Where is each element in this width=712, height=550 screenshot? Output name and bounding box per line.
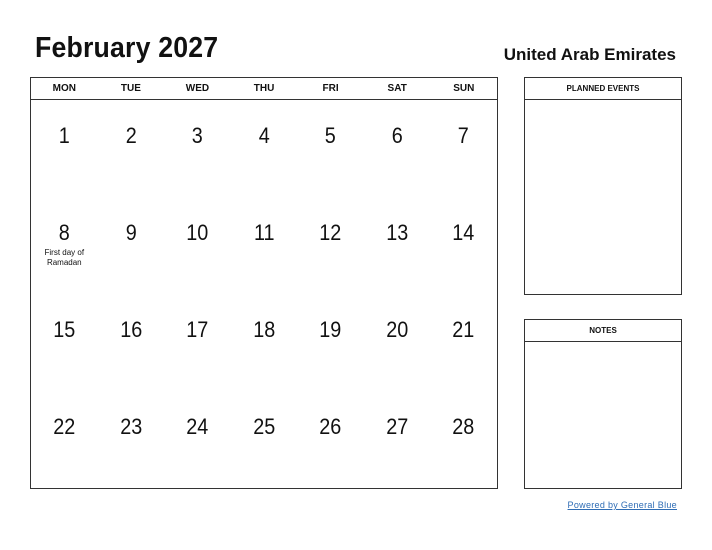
day-number: 18 xyxy=(253,317,276,342)
day-number: 13 xyxy=(386,220,409,245)
page-title: February 2027 xyxy=(35,32,219,64)
day-cell xyxy=(98,391,165,488)
day-cell xyxy=(297,294,364,391)
weekday-tue: TUE xyxy=(120,83,141,94)
day-cell xyxy=(98,197,165,294)
day-cell xyxy=(231,294,298,391)
calendar-week xyxy=(31,391,497,488)
weekday-sun: SUN xyxy=(453,83,475,94)
day-cell xyxy=(297,100,364,197)
day-number: 19 xyxy=(319,317,342,342)
day-cell xyxy=(164,391,231,488)
day-number: 14 xyxy=(452,220,475,245)
day-cell xyxy=(430,294,497,391)
day-cell xyxy=(430,391,497,488)
day-cell xyxy=(98,294,165,391)
day-cell xyxy=(98,100,165,197)
day-number: 1 xyxy=(58,123,70,148)
weekday-fri: FRI xyxy=(322,83,339,94)
day-cell xyxy=(430,100,497,197)
day-number: 4 xyxy=(258,123,270,148)
day-number: 17 xyxy=(186,317,209,342)
weekday-wed: WED xyxy=(185,83,210,94)
holiday-label: First day of Ramadan xyxy=(44,248,85,267)
day-number: 11 xyxy=(253,220,275,245)
day-cell xyxy=(231,197,298,294)
weekday-sat: SAT xyxy=(387,83,407,94)
day-number: 25 xyxy=(253,414,276,439)
weekday-header xyxy=(31,78,497,100)
notes-title: NOTES xyxy=(525,320,681,342)
day-number: 6 xyxy=(391,123,403,148)
day-number: 7 xyxy=(458,123,470,148)
day-number: 5 xyxy=(325,123,337,148)
planned-events-title: PLANNED EVENTS xyxy=(525,78,681,100)
country-name: United Arab Emirates xyxy=(503,45,676,64)
day-cell xyxy=(297,197,364,294)
day-number: 28 xyxy=(452,414,475,439)
planned-events-panel xyxy=(524,77,682,295)
day-number: 8 xyxy=(58,220,70,245)
day-number: 26 xyxy=(319,414,342,439)
day-cell xyxy=(364,197,431,294)
day-number: 27 xyxy=(386,414,409,439)
day-cell xyxy=(231,391,298,488)
calendar-weeks xyxy=(31,100,497,488)
calendar-grid xyxy=(30,77,498,489)
day-cell xyxy=(364,294,431,391)
powered-by-link[interactable]: Powered by General Blue xyxy=(567,500,677,510)
day-number: 23 xyxy=(119,414,142,439)
day-number: 24 xyxy=(186,414,209,439)
weekday-mon: MON xyxy=(52,83,76,94)
day-number: 15 xyxy=(53,317,76,342)
day-cell xyxy=(164,100,231,197)
day-cell xyxy=(31,100,98,197)
notes-panel xyxy=(524,319,682,489)
day-cell xyxy=(364,100,431,197)
day-cell xyxy=(31,197,98,294)
weekday-thu: THU xyxy=(253,83,275,94)
calendar-week xyxy=(31,100,497,197)
day-number: 22 xyxy=(53,414,76,439)
day-cell xyxy=(164,294,231,391)
day-cell xyxy=(164,197,231,294)
day-number: 16 xyxy=(119,317,142,342)
day-cell xyxy=(31,294,98,391)
day-cell xyxy=(31,391,98,488)
day-number: 20 xyxy=(386,317,409,342)
day-number: 12 xyxy=(319,220,342,245)
day-number: 9 xyxy=(125,220,137,245)
calendar-week xyxy=(31,294,497,391)
day-number: 10 xyxy=(186,220,209,245)
calendar-week xyxy=(31,197,497,294)
day-cell xyxy=(364,391,431,488)
day-cell xyxy=(297,391,364,488)
day-cell xyxy=(231,100,298,197)
day-number: 2 xyxy=(125,123,137,148)
day-cell xyxy=(430,197,497,294)
day-number: 3 xyxy=(191,123,203,148)
day-number: 21 xyxy=(452,317,475,342)
